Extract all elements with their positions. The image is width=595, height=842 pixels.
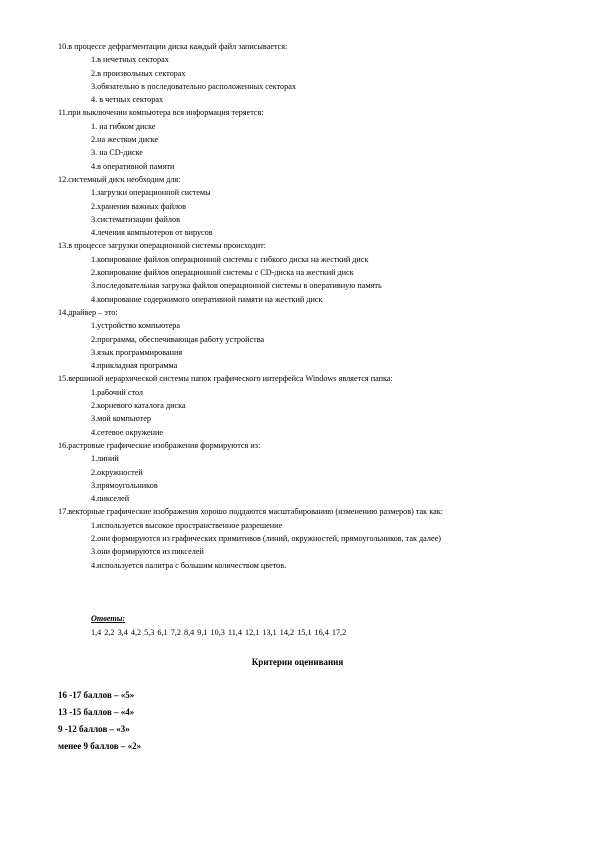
answer-option: 4.пикселей [91,494,130,504]
question-16 [58,439,558,505]
answer-option: 3.обязательно в последовательно расположенных секторах [91,81,296,91]
answer-option: 1.используется высокое пространственное разрешение [91,520,283,530]
question-14 [58,306,558,372]
question-11 [58,106,558,172]
answer-option: 4.используется палитра с большим количеством цветов. [91,560,287,570]
answer-option: 2.хранения важных файлов [91,201,186,211]
grading-scale [58,687,141,755]
answers-heading: Ответы: [91,614,126,623]
answer-options [58,120,558,173]
grade-line: 9 -12 баллов – «3» [58,724,130,734]
question-text: 13.в процессе загрузки операционной системы происходит: [58,241,267,251]
question-text: 10.в процессе дефрагментации диска каждый файл записывается: [58,42,288,51]
answer-option: 2.корневого каталога диска [91,401,186,411]
questions-list [58,40,558,572]
answer-option: 2.в произвольных секторах [91,68,186,78]
answer-option: 4.сетевое окружение [91,427,164,437]
answer-option: 4. в четных секторах [91,95,164,105]
question-15 [58,372,558,438]
question-12 [58,173,558,239]
question-17 [58,505,558,571]
answer-option: 1. на гибком диске [91,121,156,131]
answer-option: 3. на CD-диске [91,148,143,158]
question-text: 15.вершиной иерархической системы папок графического интерфейса Windows является папка: [58,374,393,384]
question-text: 14.драйвер – это: [58,307,118,317]
question-text: 16.растровые графические изображения формируются из: [58,440,261,450]
answer-option: 3.язык программирования [91,347,183,357]
answer-options [58,253,558,306]
answer-option: 3.они формируются из пикселей [91,547,204,557]
answer-option: 1.линий [91,454,119,464]
grade-line: 13 -15 баллов – «4» [58,707,135,717]
answer-option: 2.копирование файлов операционной системы с CD-диска на жесткий диск [91,268,354,278]
question-13 [58,239,558,305]
answer-options [58,452,558,505]
answer-option: 3.последовательная загрузка файлов операционной системы в оперативную память [91,281,382,291]
question-text: 12.системный диск необходим для: [58,174,181,184]
answer-key: 1,4 2,2 3,4 4,2 5,3 6,1 7,2 8,4 9,1 10,3 11,4 12,1 13,1 14,2 15,1 16,4 17,2 [91,628,347,637]
question-text: 17.векторные графические изображения хорошо поддаются масштабированию (изменению размеров) так как: [58,507,443,517]
answer-option: 4.прикладная программа [91,361,178,371]
answer-options [58,319,558,372]
grade-line: 16 -17 баллов – «5» [58,690,135,700]
answer-options [58,519,558,572]
question-text: 11.при выключении компьютера вся информация теряется: [58,108,264,118]
answer-option: 2.они формируются из графических примитивов (линий, окружностей, прямоугольников, так далее) [91,533,441,543]
answer-option: 1.рабочий стол [91,387,144,397]
answers-block [91,612,346,640]
answer-option: 2.на жестком диске [91,135,159,145]
answer-options [58,386,558,439]
answer-option: 1.устройство компьютера [91,321,181,331]
answer-option: 3.систематизации файлов [91,214,180,224]
answer-option: 4.в оперативной памяти [91,161,175,171]
answer-options [58,53,558,106]
answer-option: 4.лечения компьютеров от вирусов [91,228,213,238]
answer-option: 1.в нечетных секторах [91,55,169,65]
answer-option: 1.копирование файлов операционной системы с гибкого диска на жесткий диск [91,254,369,264]
answer-option: 2.окружностей [91,467,143,477]
answer-option: 2.программа, обеспечивающая работу устройства [91,334,265,344]
answer-option: 3.мой компьютер [91,414,151,424]
answer-option: 3.прямоугольников [91,480,158,490]
answer-options [58,186,558,239]
question-10 [58,40,558,106]
answer-option: 1.загрузки операционной системы [91,188,211,198]
grade-line: менее 9 баллов – «2» [58,741,142,751]
criteria-heading: Критерии оценивания [251,657,344,667]
answer-option: 4.копирование содержимого оперативной памяти на жесткий диск [91,294,323,304]
